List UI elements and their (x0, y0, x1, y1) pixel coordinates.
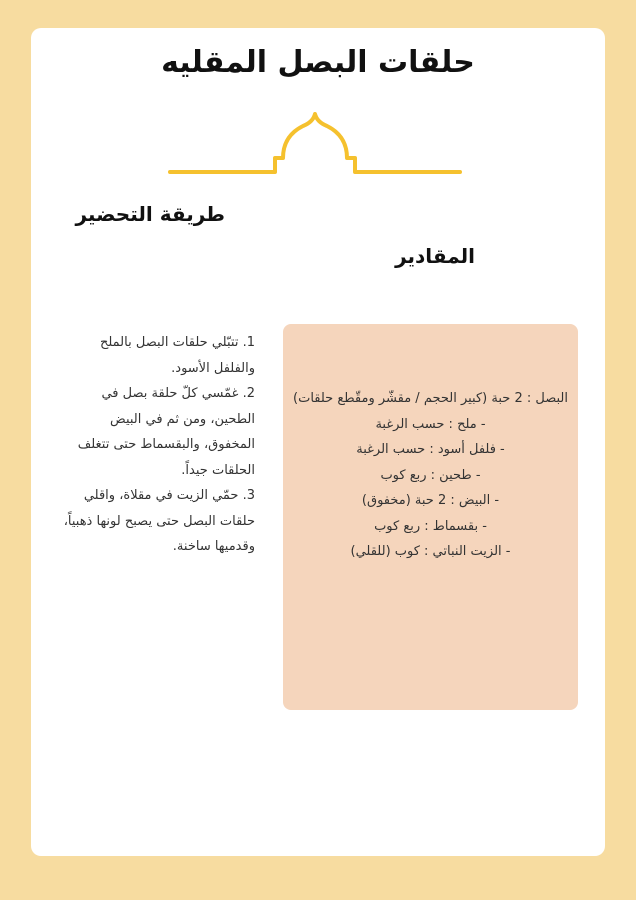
ingredient-item: - البيض : 2 حبة (مخفوق) (361, 493, 500, 508)
step-item: 2. غمّسي كلّ حلقة بصل في الطحين، ومن ثم في البيض المخفوق، والبقسماط حتى تتغلف الحلقات جيداً. (77, 386, 255, 478)
ingredient-item: - فلفل أسود : حسب الرغبة (356, 442, 505, 457)
ingredients-box (283, 324, 578, 710)
mosque-arch-icon (165, 110, 465, 180)
ingredient-item: - ملح : حسب الرغبة (375, 416, 486, 432)
ingredients-list (283, 386, 578, 565)
page-title: حلقات البصل المقليه (161, 45, 475, 80)
ingredient-item: - بقسماط : ربع كوب (374, 518, 487, 534)
steps-heading: طريقة التحضير (75, 202, 225, 226)
ingredient-item: البصل : 2 حبة (كبير الحجم / مقشّر ومقّطع حلقات) (293, 391, 568, 406)
ingredients-heading: المقادير (395, 244, 475, 268)
ingredient-item: - طحين : ربع كوب (380, 467, 481, 483)
steps-list (60, 330, 255, 560)
step-item: 1. تتبّلي حلقات البصل بالملح والفلفل الأسود. (99, 335, 255, 376)
step-item: 3. حمّي الزيت في مقلاة، واقلي حلقات البصل حتى يصبح لونها ذهبياً، وقدميها ساخنة. (63, 488, 255, 554)
ingredient-item: - الزيت النباتي : كوب (للقلي) (350, 544, 511, 559)
